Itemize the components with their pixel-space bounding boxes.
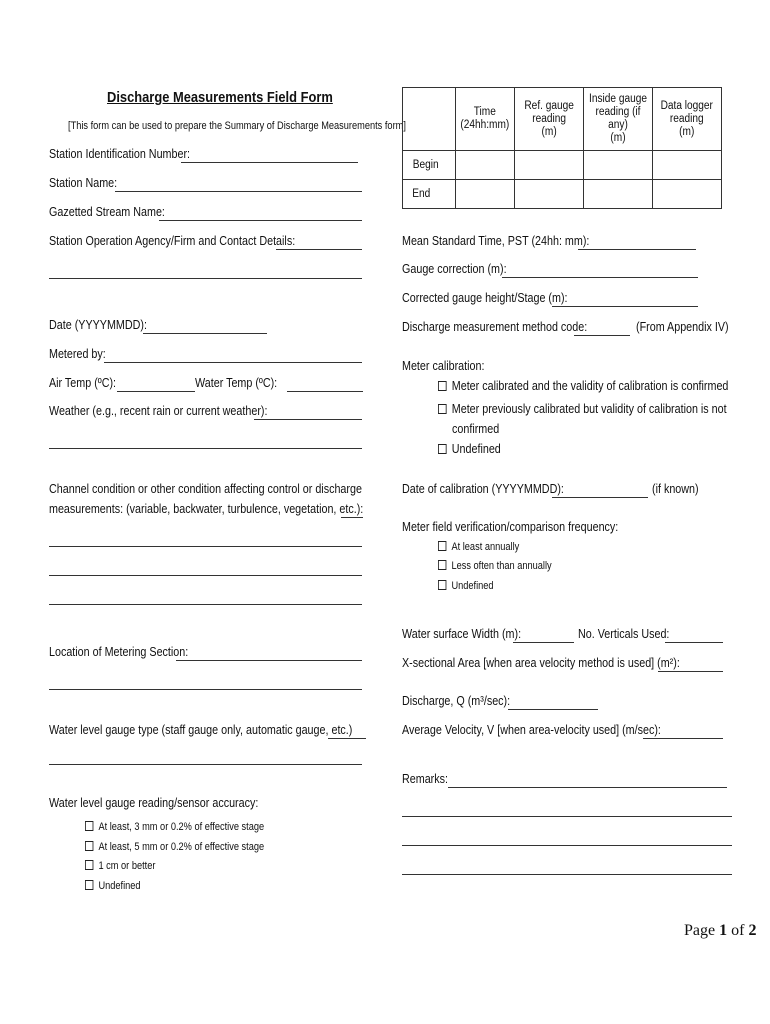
metered-by-label: Metered by: [49, 347, 106, 361]
meter-calibration-label: Meter calibration: [402, 359, 485, 373]
avg-velocity-label: Average Velocity, V [when area-velocity used] (m/sec): [402, 723, 661, 737]
table-row [403, 151, 722, 180]
operation-agency-field[interactable] [276, 249, 362, 250]
channel-label-2: measurements: (variable, backwater, turbulence, vegetation, etc.): [49, 502, 364, 516]
channel-field-3[interactable] [49, 575, 362, 576]
table-cell[interactable] [584, 151, 653, 180]
table-header-inside-gauge: Inside gauge reading (if any) (m) [584, 88, 653, 151]
gauge-type-field[interactable] [328, 738, 366, 739]
date-calibration-label: Date of calibration (YYYYMMDD): [402, 482, 564, 496]
gauge-correction-label: Gauge correction (m): [402, 262, 507, 276]
station-name-field[interactable] [115, 191, 362, 192]
checkbox-icon[interactable] [85, 860, 93, 870]
accuracy-option-1[interactable]: At least, 3 mm or 0.2% of effective stage [85, 821, 264, 833]
verification-option-3[interactable]: Undefined [438, 580, 494, 592]
water-temp-label: Water Temp (ºC): [195, 376, 278, 390]
metered-by-field[interactable] [104, 362, 362, 363]
table-corner-cell [403, 88, 456, 151]
station-id-field[interactable] [181, 162, 358, 163]
gazetted-stream-label: Gazetted Stream Name: [49, 205, 165, 219]
remarks-field-4[interactable] [402, 874, 732, 875]
gauge-correction-field[interactable] [502, 277, 698, 278]
location-label: Location of Metering Section: [49, 645, 189, 659]
checkbox-icon[interactable] [85, 821, 93, 831]
row-label-end: End [403, 180, 456, 209]
verification-option-2[interactable]: Less often than annually [438, 560, 552, 572]
channel-field-4[interactable] [49, 604, 362, 605]
remarks-field-3[interactable] [402, 845, 732, 846]
gauge-type-label: Water level gauge type (staff gauge only, automatic gauge, etc.) [49, 723, 353, 737]
form-title: Discharge Measurements Field Form [107, 89, 333, 106]
accuracy-label: Water level gauge reading/sensor accuracy: [49, 796, 259, 810]
discharge-label: Discharge, Q (m³/sec): [402, 694, 511, 708]
table-row [403, 180, 722, 209]
verification-option-1[interactable]: At least annually [438, 541, 519, 553]
mean-time-label: Mean Standard Time, PST (24hh: mm): [402, 234, 590, 248]
method-code-field[interactable] [574, 335, 630, 336]
table-cell[interactable] [515, 180, 584, 209]
discharge-field[interactable] [508, 709, 598, 710]
date-calibration-field[interactable] [552, 497, 648, 498]
surface-width-label: Water surface Width (m): [402, 627, 522, 641]
station-name-label: Station Name: [49, 176, 118, 190]
checkbox-icon[interactable] [438, 404, 447, 414]
checkbox-icon[interactable] [438, 560, 446, 570]
date-field[interactable] [143, 333, 267, 334]
gauge-type-field-2[interactable] [49, 764, 362, 765]
date-calibration-suffix: (if known) [652, 482, 699, 496]
accuracy-option-2[interactable]: At least, 5 mm or 0.2% of effective stage [85, 841, 264, 853]
accuracy-option-4[interactable]: Undefined [85, 880, 141, 892]
channel-field[interactable] [341, 517, 363, 518]
weather-label: Weather (e.g., recent rain or current weather): [49, 404, 268, 418]
corrected-height-label: Corrected gauge height/Stage (m): [402, 291, 568, 305]
method-code-suffix: (From Appendix IV) [636, 320, 729, 334]
table-cell[interactable] [653, 180, 722, 209]
avg-velocity-field[interactable] [643, 738, 723, 739]
checkbox-icon[interactable] [438, 381, 447, 391]
checkbox-icon[interactable] [438, 541, 446, 551]
page-number: Page 1 of 2 [684, 922, 757, 939]
x-section-field[interactable] [658, 671, 723, 672]
gazetted-stream-field[interactable] [159, 220, 362, 221]
remarks-field-2[interactable] [402, 816, 732, 817]
form-subtitle: [This form can be used to prepare the Summary of Discharge Measurements form] [68, 120, 406, 132]
method-code-label: Discharge measurement method code: [402, 320, 588, 334]
verification-label: Meter field verification/comparison frequency: [402, 520, 619, 534]
verticals-field[interactable] [665, 642, 723, 643]
location-field-2[interactable] [49, 689, 362, 690]
x-section-label: X-sectional Area [when area velocity method is used] (m²): [402, 656, 680, 670]
table-cell[interactable] [456, 151, 515, 180]
weather-field-2[interactable] [49, 448, 362, 449]
operation-agency-field-2[interactable] [49, 278, 362, 279]
mean-time-field[interactable] [578, 249, 696, 250]
air-temp-field[interactable] [117, 391, 195, 392]
remarks-label: Remarks: [402, 772, 448, 786]
calibration-option-1[interactable]: Meter calibrated and the validity of calibration is confirmed [438, 379, 728, 393]
table-cell[interactable] [515, 151, 584, 180]
surface-width-field[interactable] [513, 642, 574, 643]
checkbox-icon[interactable] [85, 841, 93, 851]
table-header-ref-gauge: Ref. gauge reading (m) [515, 88, 584, 151]
location-field[interactable] [176, 660, 362, 661]
accuracy-option-3[interactable]: 1 cm or better [85, 860, 155, 872]
table-cell[interactable] [653, 151, 722, 180]
table-header-data-logger: Data logger reading (m) [653, 88, 722, 151]
date-label: Date (YYYYMMDD): [49, 318, 147, 332]
row-label-begin: Begin [403, 151, 456, 180]
calibration-option-3[interactable]: Undefined [438, 442, 501, 456]
remarks-field[interactable] [448, 787, 727, 788]
water-temp-field[interactable] [287, 391, 363, 392]
checkbox-icon[interactable] [85, 880, 93, 890]
checkbox-icon[interactable] [438, 580, 446, 590]
channel-field-2[interactable] [49, 546, 362, 547]
station-id-label: Station Identification Number: [49, 147, 191, 161]
air-temp-label: Air Temp (ºC): [49, 376, 117, 390]
verticals-label: No. Verticals Used: [578, 627, 670, 641]
gauge-readings-table [402, 87, 722, 209]
table-header-row [403, 88, 722, 151]
table-header-time: Time (24hh:mm) [456, 88, 515, 151]
corrected-height-field[interactable] [552, 306, 698, 307]
operation-agency-label: Station Operation Agency/Firm and Contact Details: [49, 234, 296, 248]
calibration-option-2-cont: confirmed [452, 422, 500, 436]
table-cell[interactable] [584, 180, 653, 209]
channel-label-1: Channel condition or other condition affecting control or discharge [49, 482, 362, 496]
calibration-option-2[interactable]: Meter previously calibrated but validity of calibration is not [438, 402, 727, 416]
weather-field[interactable] [254, 419, 362, 420]
table-cell[interactable] [456, 180, 515, 209]
checkbox-icon[interactable] [438, 444, 447, 454]
